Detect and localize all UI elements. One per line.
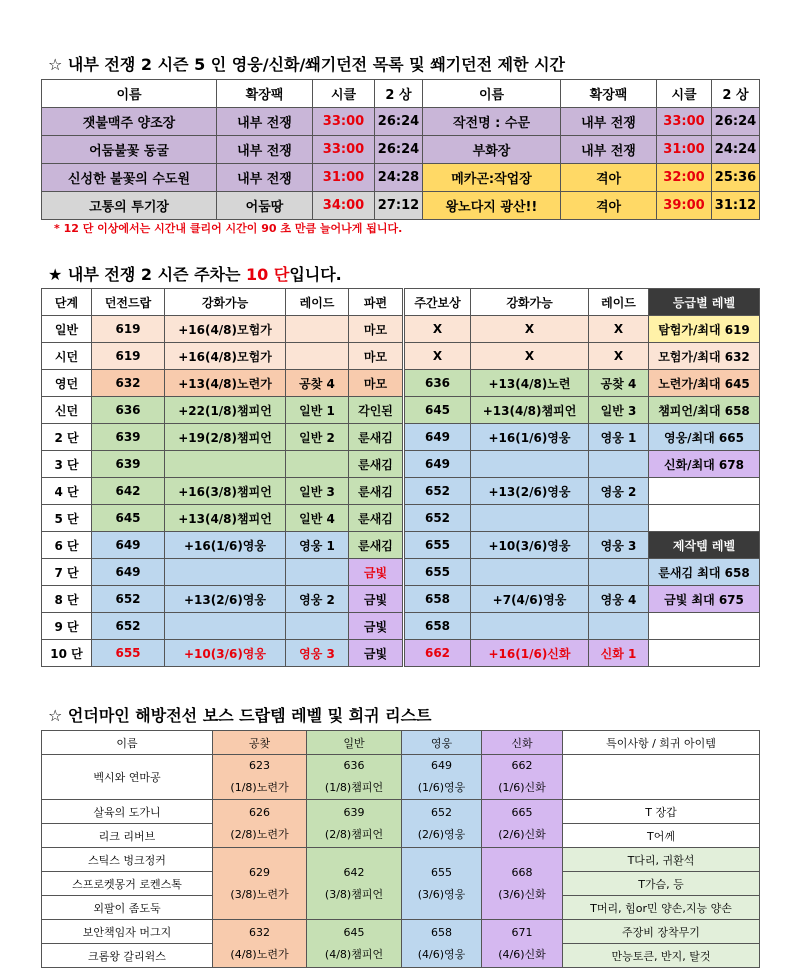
cell: 마모 <box>349 343 404 370</box>
raid-table <box>41 730 760 968</box>
cell: 7 단 <box>42 559 92 586</box>
header-cell: 시클 <box>657 80 712 108</box>
table-row <box>42 505 760 532</box>
cell: 내부 전쟁 <box>217 164 313 192</box>
cell: 10 단 <box>42 640 92 667</box>
cell: 어둠땅 <box>217 192 313 220</box>
cell: 시던 <box>42 343 92 370</box>
heroic-cell <box>402 800 482 848</box>
table-row <box>42 640 760 667</box>
cell: 25:36 <box>712 164 760 192</box>
table-row <box>42 316 760 343</box>
cell: 영던 <box>42 370 92 397</box>
title-highlight: 10 단 <box>246 265 290 284</box>
cell <box>471 559 589 586</box>
boss-name: 스프로켓몽거 로켄스톡 <box>42 872 213 896</box>
cell: 26:24 <box>375 136 423 164</box>
cell: 649 <box>404 451 471 478</box>
note-cell: 주장비 장착무기 <box>563 920 760 944</box>
cell: 33:00 <box>313 136 375 164</box>
cell: X <box>589 343 649 370</box>
dungeon-table <box>41 79 760 220</box>
cell: 룬새김 <box>349 451 404 478</box>
track: (3/8)챔피언 <box>324 887 384 901</box>
table-row <box>42 920 760 944</box>
track: (1/6)신화 <box>498 781 546 794</box>
cell <box>165 613 286 640</box>
cell: 금빛 <box>349 640 404 667</box>
cell: 영웅 3 <box>286 640 349 667</box>
header-cell: 영웅 <box>402 731 482 755</box>
header-cell: 이름 <box>42 80 217 108</box>
ilvl: 652 <box>431 805 452 819</box>
header-cell: 2 상 <box>375 80 423 108</box>
cell: 9 단 <box>42 613 92 640</box>
table-row <box>42 800 760 824</box>
cell: 26:24 <box>375 108 423 136</box>
cell <box>286 613 349 640</box>
cell: 26:24 <box>712 108 760 136</box>
cell: 6 단 <box>42 532 92 559</box>
cell: 내부 전쟁 <box>217 108 313 136</box>
title-suffix: 입니다. <box>289 265 342 284</box>
cell: 고통의 투기장 <box>42 192 217 220</box>
track: (4/8)노련가 <box>230 947 289 961</box>
table-row <box>42 559 760 586</box>
timer-note: * 12 단 이상에서는 시간내 클리어 시간이 90 초 만큼 늘어나게 됩니다. <box>54 222 403 235</box>
cell: +16(1/6)신화 <box>471 640 589 667</box>
cell: 652 <box>92 586 165 613</box>
cell: 32:00 <box>657 164 712 192</box>
note-cell: T가슴, 등 <box>563 872 760 896</box>
cell <box>649 613 760 640</box>
cell: 룬새김 최대 658 <box>649 559 760 586</box>
cell: 영웅 4 <box>589 586 649 613</box>
header-cell: 이름 <box>42 731 213 755</box>
table-row <box>42 136 760 164</box>
note-cell: T다리, 귀환석 <box>563 848 760 872</box>
cell: +16(4/8)모험가 <box>165 316 286 343</box>
ilvl: 665 <box>511 805 533 819</box>
cell: 636 <box>92 397 165 424</box>
table-row <box>42 532 760 559</box>
cell <box>471 613 589 640</box>
cell: 공찾 4 <box>589 370 649 397</box>
track: (2/6)영웅 <box>417 827 466 841</box>
normal-cell <box>307 755 402 800</box>
heroic-cell <box>402 920 482 968</box>
cell: 마모 <box>349 370 404 397</box>
cell: 금빛 <box>349 613 404 640</box>
track: (3/6)영웅 <box>417 887 466 901</box>
header-cell: 확장팩 <box>217 80 313 108</box>
track: (2/6)신화 <box>498 827 546 841</box>
boss-name: 살육의 도가니 <box>42 800 213 824</box>
table-row <box>42 108 760 136</box>
cell: 639 <box>92 424 165 451</box>
table-row <box>42 478 760 505</box>
track: (4/6)신화 <box>498 947 546 961</box>
cell: 룬새김 <box>349 478 404 505</box>
cell: 내부 전쟁 <box>217 136 313 164</box>
cell: 어둠불꽃 동굴 <box>42 136 217 164</box>
header-cell: 등급별 레벨 <box>649 289 760 316</box>
title-prefix: ★ 내부 전쟁 2 시즌 주차는 <box>48 265 247 284</box>
cell: 632 <box>92 370 165 397</box>
track: (3/8)노련가 <box>230 887 289 901</box>
cell <box>589 505 649 532</box>
cell: 금빛 <box>349 586 404 613</box>
cell: 일반 <box>42 316 92 343</box>
track: (2/8)노련가 <box>230 827 289 841</box>
normal-cell <box>307 800 402 848</box>
header-cell: 단계 <box>42 289 92 316</box>
header-cell: 레이드 <box>589 289 649 316</box>
table-header-row <box>42 80 760 108</box>
cell: 636 <box>404 370 471 397</box>
cell: 내부 전쟁 <box>561 136 657 164</box>
ilvl: 655 <box>431 865 452 879</box>
cell <box>286 316 349 343</box>
ilvl: 632 <box>249 925 270 939</box>
cell <box>649 505 760 532</box>
lfr-cell <box>213 755 307 800</box>
note-cell: 만능토큰, 반지, 탈것 <box>563 944 760 968</box>
cell <box>471 451 589 478</box>
cell: 642 <box>92 478 165 505</box>
cell: X <box>589 316 649 343</box>
table-header-row <box>42 731 760 755</box>
cell: 일반 1 <box>286 397 349 424</box>
ilvl: 629 <box>249 865 270 879</box>
ilvl: 645 <box>343 925 365 939</box>
cell <box>165 559 286 586</box>
cell: 619 <box>92 343 165 370</box>
cell: 룬새김 <box>349 424 404 451</box>
ilvl: 662 <box>511 759 533 772</box>
cell: 655 <box>404 559 471 586</box>
cell <box>286 343 349 370</box>
cell: 금빛 최대 675 <box>649 586 760 613</box>
track: (1/8)노련가 <box>230 781 289 794</box>
table-row <box>42 343 760 370</box>
cell: +7(4/6)영웅 <box>471 586 589 613</box>
cell: 각인된 <box>349 397 404 424</box>
cell <box>471 505 589 532</box>
cell: 3 단 <box>42 451 92 478</box>
cell: 챔피언/최대 658 <box>649 397 760 424</box>
week-table <box>41 288 760 667</box>
cell: 영웅/최대 665 <box>649 424 760 451</box>
header-cell: 신화 <box>482 731 563 755</box>
cell <box>649 640 760 667</box>
mythic-cell <box>482 920 563 968</box>
cell <box>286 559 349 586</box>
table-row <box>42 370 760 397</box>
cell: 영웅 1 <box>589 424 649 451</box>
ilvl: 671 <box>511 925 533 939</box>
cell: 649 <box>92 559 165 586</box>
cell: 39:00 <box>657 192 712 220</box>
cell: 룬새김 <box>349 505 404 532</box>
header-cell: 이름 <box>423 80 561 108</box>
table-row <box>42 192 760 220</box>
track: (1/6)영웅 <box>417 781 466 794</box>
header-cell: 강화가능 <box>471 289 589 316</box>
cell <box>589 559 649 586</box>
header-cell: 일반 <box>307 731 402 755</box>
cell: X <box>471 316 589 343</box>
header-cell: 파편 <box>349 289 404 316</box>
cell: 격아 <box>561 192 657 220</box>
cell: 공찾 4 <box>286 370 349 397</box>
cell: 신화/최대 678 <box>649 451 760 478</box>
note-cell: T어께 <box>563 824 760 848</box>
cell: +16(4/8)모험가 <box>165 343 286 370</box>
boss-name: 외팔이 좀도둑 <box>42 896 213 920</box>
cell: 639 <box>92 451 165 478</box>
cell: 645 <box>404 397 471 424</box>
cell: 일반 3 <box>589 397 649 424</box>
cell: 마모 <box>349 316 404 343</box>
table-row <box>42 164 760 192</box>
cell: +16(1/6)영웅 <box>165 532 286 559</box>
cell: +16(1/6)영웅 <box>471 424 589 451</box>
cell: 4 단 <box>42 478 92 505</box>
header-cell: 던전드랍 <box>92 289 165 316</box>
cell: 영웅 3 <box>589 532 649 559</box>
track: (4/6)영웅 <box>417 947 466 961</box>
header-cell: 주간보상 <box>404 289 471 316</box>
ilvl: 623 <box>249 759 270 772</box>
ilvl: 642 <box>343 865 365 879</box>
cell <box>589 613 649 640</box>
cell: 658 <box>404 586 471 613</box>
cell: +13(4/8)챔피언 <box>165 505 286 532</box>
mythic-cell <box>482 755 563 800</box>
header-cell: 특이사항 / 희귀 아이템 <box>563 731 760 755</box>
ilvl: 649 <box>431 759 452 772</box>
cell: 655 <box>404 532 471 559</box>
header-cell: 강화가능 <box>165 289 286 316</box>
lfr-cell <box>213 920 307 968</box>
cell: 652 <box>404 478 471 505</box>
track: (3/6)신화 <box>498 887 546 901</box>
note-cell: T 장갑 <box>563 800 760 824</box>
cell <box>649 478 760 505</box>
cell: 영웅 2 <box>589 478 649 505</box>
note-cell <box>563 755 760 800</box>
cell: +13(4/8)챔피언 <box>471 397 589 424</box>
cell: 신던 <box>42 397 92 424</box>
section3-title: ☆ 언더마인 해방전선 보스 드랍템 레벨 및 희귀 리스트 <box>48 706 432 725</box>
table-header-row <box>42 289 760 316</box>
section2-title <box>48 262 342 285</box>
cell: +13(4/8)노련 <box>471 370 589 397</box>
normal-cell <box>307 920 402 968</box>
track: (1/8)챔피언 <box>324 781 384 794</box>
cell: 일반 2 <box>286 424 349 451</box>
cell: +13(2/6)영웅 <box>165 586 286 613</box>
mythic-cell <box>482 800 563 848</box>
cell: 658 <box>404 613 471 640</box>
cell: X <box>404 343 471 370</box>
cell: +22(1/8)챔피언 <box>165 397 286 424</box>
cell: 일반 4 <box>286 505 349 532</box>
cell: 격아 <box>561 164 657 192</box>
boss-name: 리크 리버브 <box>42 824 213 848</box>
cell: 8 단 <box>42 586 92 613</box>
cell: 655 <box>92 640 165 667</box>
cell: 왕노다지 광산!! <box>423 192 561 220</box>
cell: 노련가/최대 645 <box>649 370 760 397</box>
cell: 652 <box>404 505 471 532</box>
cell: 662 <box>404 640 471 667</box>
cell: 금빛 <box>349 559 404 586</box>
cell: 645 <box>92 505 165 532</box>
cell: 부화장 <box>423 136 561 164</box>
cell: +10(3/6)영웅 <box>165 640 286 667</box>
lfr-cell <box>213 800 307 848</box>
mythic-cell <box>482 848 563 920</box>
ilvl: 626 <box>249 805 270 819</box>
cell: +13(4/8)노련가 <box>165 370 286 397</box>
cell: +13(2/6)영웅 <box>471 478 589 505</box>
cell: 5 단 <box>42 505 92 532</box>
table-row <box>42 848 760 872</box>
cell: +19(2/8)챔피언 <box>165 424 286 451</box>
header-cell: 공찾 <box>213 731 307 755</box>
cell: 신화 1 <box>589 640 649 667</box>
boss-name: 스틱스 벙크정커 <box>42 848 213 872</box>
cell: 31:00 <box>313 164 375 192</box>
cell: X <box>471 343 589 370</box>
cell: 24:24 <box>712 136 760 164</box>
cell: 잿불맥주 양조장 <box>42 108 217 136</box>
boss-name: 보안책임자 머그지 <box>42 920 213 944</box>
lfr-cell <box>213 848 307 920</box>
header-cell: 2 상 <box>712 80 760 108</box>
table-row <box>42 451 760 478</box>
table-row <box>42 397 760 424</box>
table-row <box>42 586 760 613</box>
heroic-cell <box>402 848 482 920</box>
cell: 2 단 <box>42 424 92 451</box>
cell: 33:00 <box>313 108 375 136</box>
header-cell: 시클 <box>313 80 375 108</box>
cell: 34:00 <box>313 192 375 220</box>
cell: X <box>404 316 471 343</box>
table-row <box>42 424 760 451</box>
ilvl: 658 <box>431 925 452 939</box>
cell: +10(3/6)영웅 <box>471 532 589 559</box>
header-cell: 확장팩 <box>561 80 657 108</box>
cell: 27:12 <box>375 192 423 220</box>
table-row <box>42 613 760 640</box>
normal-cell <box>307 848 402 920</box>
note-cell: T머리, 힘or민 양손,지능 양손 <box>563 896 760 920</box>
cell: 룬새김 <box>349 532 404 559</box>
cell: +16(3/8)챔피언 <box>165 478 286 505</box>
cell: 619 <box>92 316 165 343</box>
cell: 작전명 : 수문 <box>423 108 561 136</box>
cell: 31:00 <box>657 136 712 164</box>
ilvl: 639 <box>343 805 365 819</box>
section1-title: ☆ 내부 전쟁 2 시즌 5 인 영웅/신화/쐐기던전 목록 및 쐐기던전 제한 시간 <box>48 55 565 74</box>
cell: 내부 전쟁 <box>561 108 657 136</box>
cell <box>286 451 349 478</box>
header-cell: 레이드 <box>286 289 349 316</box>
cell <box>589 451 649 478</box>
cell: 메카곤:작업장 <box>423 164 561 192</box>
track: (2/8)챔피언 <box>324 827 384 841</box>
cell <box>165 451 286 478</box>
cell: 일반 3 <box>286 478 349 505</box>
cell: 신성한 불꽃의 수도원 <box>42 164 217 192</box>
boss-name: 벡시와 연마공 <box>42 755 213 800</box>
cell: 제작템 레벨 <box>649 532 760 559</box>
cell: 649 <box>92 532 165 559</box>
track: (4/8)챔피언 <box>324 947 384 961</box>
cell: 33:00 <box>657 108 712 136</box>
heroic-cell <box>402 755 482 800</box>
ilvl: 636 <box>343 759 365 772</box>
cell: 탐험가/최대 619 <box>649 316 760 343</box>
boss-name: 크롬왕 갈리윅스 <box>42 944 213 968</box>
cell: 31:12 <box>712 192 760 220</box>
cell: 652 <box>92 613 165 640</box>
ilvl: 668 <box>511 865 533 879</box>
cell: 모험가/최대 632 <box>649 343 760 370</box>
cell: 24:28 <box>375 164 423 192</box>
cell: 영웅 1 <box>286 532 349 559</box>
cell: 649 <box>404 424 471 451</box>
cell: 영웅 2 <box>286 586 349 613</box>
